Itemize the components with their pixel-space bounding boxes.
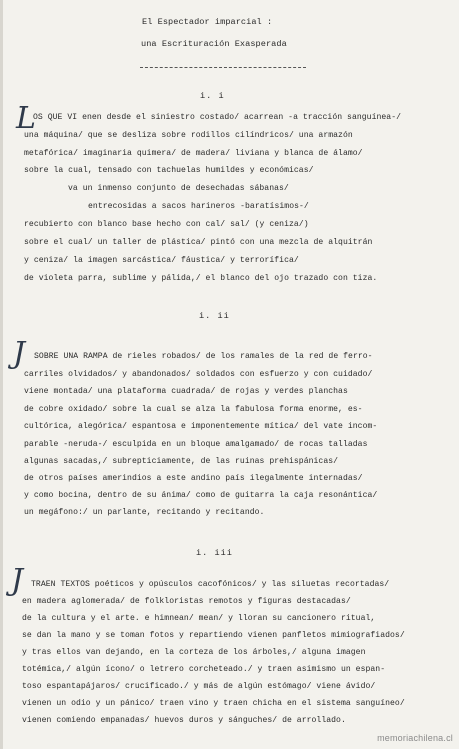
section-3-line: vienen un odio y un pánico/ traen vino y traen chicha en el sistema sanguíneo/: [22, 699, 405, 708]
section-3-line: toso espantapájaros/ crucificado./ y más de algún estómago/ viene ávido/: [22, 682, 376, 691]
section-2-line: parable -neruda-/ esculpida en un bloque amalgamado/ de rocas talladas: [24, 440, 368, 449]
section-3-line: de la cultura y el arte. e himnean/ mean/ y lloran su cancionero ritual,: [22, 614, 376, 623]
initial-letter-3: J: [11, 563, 24, 598]
section-1-line: OS QUE VI enen desde el siniestro costado/ acarrean -a tracción sanguínea-/: [33, 113, 402, 122]
section-number-3: i. iii: [196, 548, 233, 558]
section-number-1: i. i: [200, 91, 225, 101]
watermark: memoriachilena.cl: [377, 733, 453, 743]
scan-edge: [0, 0, 3, 749]
section-number-2: i. ii: [199, 311, 230, 321]
section-1-line: sobre la cual, tensado con tachuelas humildes y económicas/: [24, 166, 314, 175]
section-1-line: sobre el cual/ un taller de plástica/ pintó con una mezcla de alquitrán: [24, 238, 373, 247]
initial-letter-2: J: [13, 336, 26, 371]
section-1-line: de violeta parra, sublime y pálida,/ el blanco del ojo trazado con tiza.: [24, 274, 378, 283]
section-3-line: TRAEN TEXTOS poéticos y opúsculos cacofónicos/ y las siluetas recortadas/: [31, 580, 390, 589]
section-3-line: en madera aglomerada/ de folkloristas remotos y figuras destacadas/: [22, 597, 351, 606]
section-1-line: metafórica/ imaginaria quimera/ de madera/ liviana y blanca de álamo/: [24, 149, 363, 158]
section-2-line: SOBRE UNA RAMPA de rieles robados/ de los ramales de la red de ferro-: [34, 352, 373, 361]
title-line-2: una Escrituración Exasperada: [141, 39, 287, 49]
section-2-line: de cobre oxidado/ sobre la cual se alza la fabulosa forma enorme, es-: [24, 405, 363, 414]
section-2-line: y como bocina, dentro de su ánima/ como de guitarra la caja resonántica/: [24, 491, 378, 500]
section-2-line: cultórica, alegórica/ espantosa e imponentemente mítica/ del vate incom-: [24, 422, 378, 431]
title-underline: [140, 67, 306, 68]
section-2-line: viene montada/ una plataforma cuadrada/ de rojas y verdes planchas: [24, 387, 348, 396]
section-1-line: va un inmenso conjunto de desechadas sábanas/: [68, 184, 289, 193]
title-line-1: El Espectador imparcial :: [142, 17, 273, 27]
section-1-line: una máquina/ que se desliza sobre rodillos cilíndricos/ una armazón: [24, 131, 353, 140]
section-3-line: vienen comiendo empanadas/ huevos duros y sánguches/ de arrollado.: [22, 716, 346, 725]
section-1-line: y ceniza/ la imagen sarcástica/ fáustica/ y terrorífica/: [24, 256, 299, 265]
section-2-line: algunas sacadas,/ subrepticiamente, de las ruinas prehispánicas/: [24, 457, 339, 466]
section-3-line: se dan la mano y se toman fotos y repartiendo vienen panfletos mimiografiados/: [22, 631, 405, 640]
section-3-line: totémica,/ algún ícono/ o letrero corcheteado./ y traen asimismo un espan-: [22, 665, 386, 674]
section-2-line: de otros países amerindios a este andino país ilegalmente internadas/: [24, 474, 363, 483]
section-3-line: y tras ellos van dejando, en la corteza de los árboles,/ alguna imagen: [22, 648, 366, 657]
section-2-line: un megáfono:/ un parlante, recitando y recitando.: [24, 508, 265, 517]
section-1-line: recubierto con blanco base hecho con cal/ sal/ (y ceniza/): [24, 220, 309, 229]
section-1-line: entrecosidas a sacos harineros -baratísimos-/: [88, 202, 309, 211]
section-2-line: carriles olvidados/ y abandonados/ soldados con esfuerzo y con cuidado/: [24, 370, 373, 379]
initial-letter-1: L: [16, 101, 36, 136]
